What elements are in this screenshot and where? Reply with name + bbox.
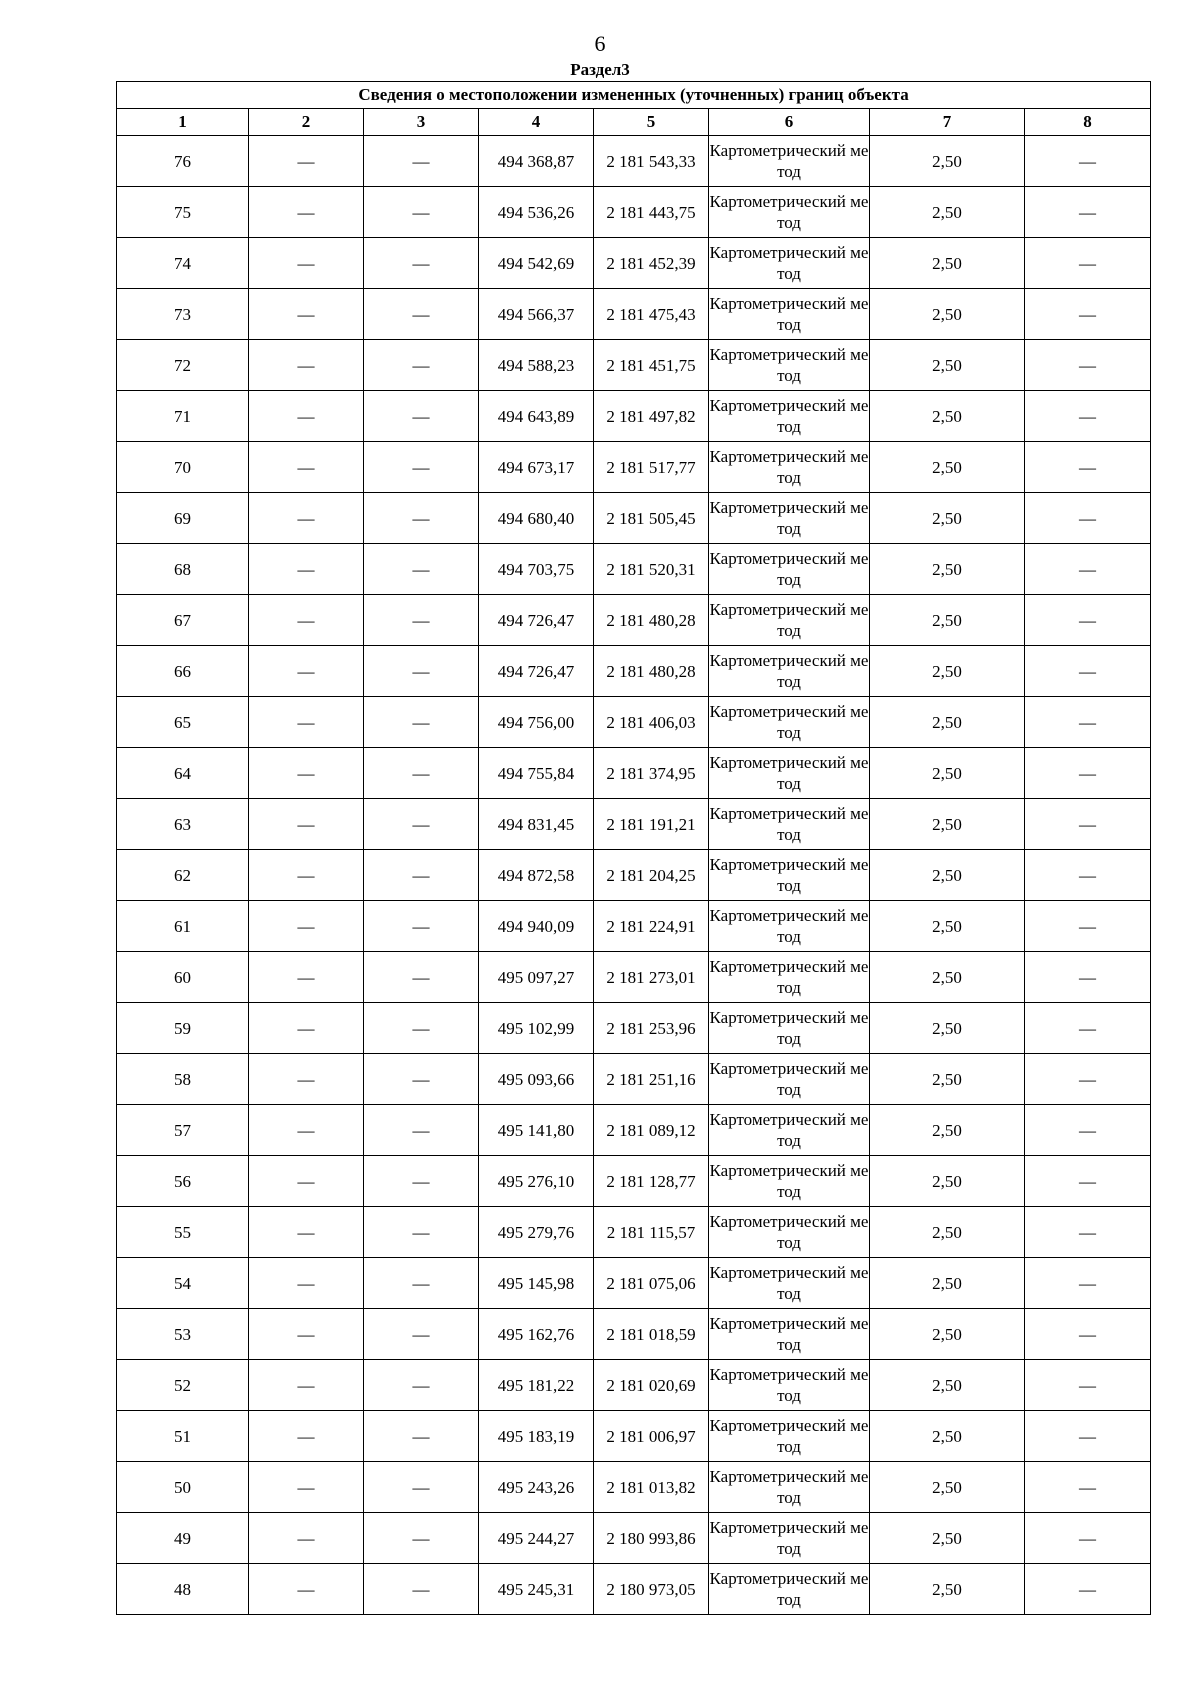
cell-point-number: 73 [117, 289, 249, 340]
cell-col2: — [249, 544, 364, 595]
cell-coord-y: 2 181 075,06 [594, 1258, 709, 1309]
cell-col3: — [364, 442, 479, 493]
cell-coord-x: 494 756,00 [479, 697, 594, 748]
table-row [117, 340, 1151, 391]
table-row [117, 1411, 1151, 1462]
cell-accuracy: 2,50 [870, 595, 1025, 646]
cell-col3: — [364, 391, 479, 442]
cell-coord-y: 2 181 452,39 [594, 238, 709, 289]
cell-point-number: 72 [117, 340, 249, 391]
table-row [117, 136, 1151, 187]
cell-accuracy: 2,50 [870, 238, 1025, 289]
cell-col3: — [364, 1513, 479, 1564]
cell-coord-x: 494 542,69 [479, 238, 594, 289]
cell-accuracy: 2,50 [870, 646, 1025, 697]
cell-coord-y: 2 181 520,31 [594, 544, 709, 595]
cell-col2: — [249, 850, 364, 901]
boundary-table [116, 81, 1151, 1615]
cell-col8: — [1025, 595, 1151, 646]
cell-coord-x: 495 244,27 [479, 1513, 594, 1564]
cell-col3: — [364, 136, 479, 187]
cell-col8: — [1025, 697, 1151, 748]
cell-point-number: 76 [117, 136, 249, 187]
cell-col8: — [1025, 391, 1151, 442]
cell-coord-x: 495 279,76 [479, 1207, 594, 1258]
cell-accuracy: 2,50 [870, 901, 1025, 952]
cell-col8: — [1025, 289, 1151, 340]
cell-method: Картометрический метод [709, 901, 870, 952]
cell-col8: — [1025, 1003, 1151, 1054]
cell-coord-y: 2 181 089,12 [594, 1105, 709, 1156]
cell-accuracy: 2,50 [870, 748, 1025, 799]
cell-accuracy: 2,50 [870, 1003, 1025, 1054]
table-row [117, 1054, 1151, 1105]
table-row [117, 952, 1151, 1003]
cell-col2: — [249, 1309, 364, 1360]
cell-col8: — [1025, 901, 1151, 952]
cell-col2: — [249, 1411, 364, 1462]
table-row [117, 1207, 1151, 1258]
cell-col8: — [1025, 493, 1151, 544]
cell-coord-y: 2 181 443,75 [594, 187, 709, 238]
cell-method: Картометрический метод [709, 391, 870, 442]
column-header-8: 8 [1025, 109, 1151, 136]
table-row [117, 1258, 1151, 1309]
cell-coord-y: 2 181 251,16 [594, 1054, 709, 1105]
cell-point-number: 70 [117, 442, 249, 493]
cell-col3: — [364, 1156, 479, 1207]
cell-col2: — [249, 697, 364, 748]
table-row [117, 850, 1151, 901]
cell-col8: — [1025, 1462, 1151, 1513]
cell-coord-x: 495 276,10 [479, 1156, 594, 1207]
cell-accuracy: 2,50 [870, 952, 1025, 1003]
cell-method: Картометрический метод [709, 544, 870, 595]
cell-accuracy: 2,50 [870, 442, 1025, 493]
table-row [117, 595, 1151, 646]
cell-col3: — [364, 1207, 479, 1258]
cell-method: Картометрический метод [709, 952, 870, 1003]
cell-col2: — [249, 1564, 364, 1615]
table-row [117, 1105, 1151, 1156]
cell-method: Картометрический метод [709, 289, 870, 340]
cell-accuracy: 2,50 [870, 697, 1025, 748]
table-row [117, 1309, 1151, 1360]
cell-method: Картометрический метод [709, 646, 870, 697]
cell-method: Картометрический метод [709, 1309, 870, 1360]
cell-accuracy: 2,50 [870, 1258, 1025, 1309]
cell-point-number: 64 [117, 748, 249, 799]
cell-coord-y: 2 180 993,86 [594, 1513, 709, 1564]
cell-col3: — [364, 544, 479, 595]
cell-coord-x: 495 093,66 [479, 1054, 594, 1105]
table-row [117, 1360, 1151, 1411]
table-row [117, 1564, 1151, 1615]
cell-method: Картометрический метод [709, 1258, 870, 1309]
cell-accuracy: 2,50 [870, 1309, 1025, 1360]
section-title: Раздел3 [570, 60, 630, 79]
cell-col8: — [1025, 748, 1151, 799]
cell-coord-y: 2 181 253,96 [594, 1003, 709, 1054]
cell-point-number: 75 [117, 187, 249, 238]
cell-accuracy: 2,50 [870, 1411, 1025, 1462]
column-header-7: 7 [870, 109, 1025, 136]
cell-coord-y: 2 181 497,82 [594, 391, 709, 442]
cell-coord-x: 495 102,99 [479, 1003, 594, 1054]
cell-col8: — [1025, 187, 1151, 238]
table-row [117, 1156, 1151, 1207]
cell-col8: — [1025, 1207, 1151, 1258]
cell-point-number: 54 [117, 1258, 249, 1309]
cell-col8: — [1025, 442, 1151, 493]
cell-coord-x: 495 162,76 [479, 1309, 594, 1360]
cell-accuracy: 2,50 [870, 544, 1025, 595]
cell-col2: — [249, 340, 364, 391]
cell-col8: — [1025, 952, 1151, 1003]
cell-coord-x: 495 243,26 [479, 1462, 594, 1513]
cell-coord-y: 2 181 128,77 [594, 1156, 709, 1207]
table-body [117, 136, 1151, 1615]
table-row [117, 646, 1151, 697]
cell-accuracy: 2,50 [870, 1054, 1025, 1105]
cell-point-number: 56 [117, 1156, 249, 1207]
cell-point-number: 48 [117, 1564, 249, 1615]
cell-coord-y: 2 181 204,25 [594, 850, 709, 901]
cell-coord-x: 494 643,89 [479, 391, 594, 442]
cell-coord-x: 494 726,47 [479, 595, 594, 646]
cell-col2: — [249, 1258, 364, 1309]
cell-col2: — [249, 1513, 364, 1564]
column-header-5: 5 [594, 109, 709, 136]
table-row [117, 187, 1151, 238]
cell-accuracy: 2,50 [870, 1207, 1025, 1258]
cell-col2: — [249, 901, 364, 952]
cell-col3: — [364, 289, 479, 340]
table-row [117, 289, 1151, 340]
cell-col2: — [249, 136, 364, 187]
cell-col8: — [1025, 136, 1151, 187]
cell-col2: — [249, 289, 364, 340]
cell-method: Картометрический метод [709, 748, 870, 799]
cell-col2: — [249, 799, 364, 850]
cell-col8: — [1025, 238, 1151, 289]
cell-method: Картометрический метод [709, 1564, 870, 1615]
cell-coord-x: 494 831,45 [479, 799, 594, 850]
cell-col3: — [364, 1105, 479, 1156]
cell-coord-y: 2 181 451,75 [594, 340, 709, 391]
cell-col8: — [1025, 1513, 1151, 1564]
cell-coord-y: 2 181 020,69 [594, 1360, 709, 1411]
cell-accuracy: 2,50 [870, 340, 1025, 391]
cell-method: Картометрический метод [709, 1054, 870, 1105]
cell-coord-y: 2 181 480,28 [594, 646, 709, 697]
cell-col2: — [249, 1105, 364, 1156]
cell-point-number: 65 [117, 697, 249, 748]
cell-method: Картометрический метод [709, 697, 870, 748]
cell-method: Картометрический метод [709, 340, 870, 391]
cell-col3: — [364, 850, 479, 901]
cell-coord-x: 494 368,87 [479, 136, 594, 187]
cell-accuracy: 2,50 [870, 493, 1025, 544]
cell-point-number: 63 [117, 799, 249, 850]
cell-method: Картометрический метод [709, 442, 870, 493]
cell-method: Картометрический метод [709, 238, 870, 289]
cell-coord-y: 2 181 115,57 [594, 1207, 709, 1258]
cell-col8: — [1025, 646, 1151, 697]
cell-col8: — [1025, 1054, 1151, 1105]
column-header-6: 6 [709, 109, 870, 136]
cell-coord-y: 2 181 480,28 [594, 595, 709, 646]
column-header-3: 3 [364, 109, 479, 136]
cell-method: Картометрический метод [709, 1462, 870, 1513]
cell-method: Картометрический метод [709, 799, 870, 850]
cell-point-number: 66 [117, 646, 249, 697]
cell-accuracy: 2,50 [870, 1462, 1025, 1513]
cell-col8: — [1025, 1564, 1151, 1615]
cell-method: Картометрический метод [709, 187, 870, 238]
cell-point-number: 57 [117, 1105, 249, 1156]
cell-col2: — [249, 493, 364, 544]
cell-coord-x: 494 872,58 [479, 850, 594, 901]
cell-col2: — [249, 646, 364, 697]
cell-col3: — [364, 1564, 479, 1615]
cell-method: Картометрический метод [709, 1513, 870, 1564]
cell-coord-x: 495 097,27 [479, 952, 594, 1003]
cell-method: Картометрический метод [709, 1003, 870, 1054]
cell-method: Картометрический метод [709, 595, 870, 646]
cell-col8: — [1025, 1360, 1151, 1411]
cell-coord-x: 494 588,23 [479, 340, 594, 391]
cell-col3: — [364, 1054, 479, 1105]
table-row [117, 1513, 1151, 1564]
cell-col8: — [1025, 544, 1151, 595]
cell-coord-x: 495 181,22 [479, 1360, 594, 1411]
table-caption: Сведения о местоположении измененных (уточненных) границ объекта [117, 82, 1151, 109]
column-header-2: 2 [249, 109, 364, 136]
cell-col3: — [364, 799, 479, 850]
cell-col8: — [1025, 1156, 1151, 1207]
cell-col3: — [364, 340, 479, 391]
table-row [117, 238, 1151, 289]
cell-method: Картометрический метод [709, 1156, 870, 1207]
cell-col2: — [249, 1003, 364, 1054]
cell-coord-x: 494 940,09 [479, 901, 594, 952]
cell-col2: — [249, 1207, 364, 1258]
cell-coord-y: 2 181 224,91 [594, 901, 709, 952]
cell-col8: — [1025, 340, 1151, 391]
cell-col2: — [249, 952, 364, 1003]
cell-col3: — [364, 238, 479, 289]
cell-coord-y: 2 181 374,95 [594, 748, 709, 799]
cell-coord-x: 494 703,75 [479, 544, 594, 595]
cell-col3: — [364, 595, 479, 646]
cell-col3: — [364, 1411, 479, 1462]
cell-point-number: 50 [117, 1462, 249, 1513]
cell-accuracy: 2,50 [870, 1105, 1025, 1156]
cell-col8: — [1025, 1411, 1151, 1462]
cell-method: Картометрический метод [709, 136, 870, 187]
cell-coord-x: 494 755,84 [479, 748, 594, 799]
table-row [117, 1003, 1151, 1054]
cell-coord-y: 2 180 973,05 [594, 1564, 709, 1615]
cell-col8: — [1025, 1309, 1151, 1360]
cell-method: Картометрический метод [709, 1411, 870, 1462]
cell-point-number: 60 [117, 952, 249, 1003]
page-number: 6 [594, 31, 606, 56]
cell-coord-y: 2 181 191,21 [594, 799, 709, 850]
table-row [117, 442, 1151, 493]
cell-col3: — [364, 646, 479, 697]
cell-point-number: 67 [117, 595, 249, 646]
cell-col3: — [364, 748, 479, 799]
cell-accuracy: 2,50 [870, 1513, 1025, 1564]
cell-accuracy: 2,50 [870, 187, 1025, 238]
cell-coord-x: 494 726,47 [479, 646, 594, 697]
cell-point-number: 58 [117, 1054, 249, 1105]
cell-coord-x: 495 141,80 [479, 1105, 594, 1156]
cell-point-number: 68 [117, 544, 249, 595]
cell-coord-x: 495 145,98 [479, 1258, 594, 1309]
cell-accuracy: 2,50 [870, 136, 1025, 187]
cell-col3: — [364, 1462, 479, 1513]
cell-col2: — [249, 595, 364, 646]
cell-col2: — [249, 391, 364, 442]
table-row [117, 901, 1151, 952]
cell-coord-y: 2 181 013,82 [594, 1462, 709, 1513]
cell-point-number: 61 [117, 901, 249, 952]
cell-point-number: 55 [117, 1207, 249, 1258]
table-row [117, 748, 1151, 799]
column-header-4: 4 [479, 109, 594, 136]
cell-method: Картометрический метод [709, 1207, 870, 1258]
cell-coord-y: 2 181 273,01 [594, 952, 709, 1003]
cell-accuracy: 2,50 [870, 391, 1025, 442]
cell-col3: — [364, 187, 479, 238]
cell-point-number: 69 [117, 493, 249, 544]
cell-col2: — [249, 1462, 364, 1513]
cell-coord-x: 495 245,31 [479, 1564, 594, 1615]
cell-coord-x: 495 183,19 [479, 1411, 594, 1462]
cell-accuracy: 2,50 [870, 1564, 1025, 1615]
cell-col2: — [249, 238, 364, 289]
cell-method: Картометрический метод [709, 1360, 870, 1411]
cell-coord-x: 494 536,26 [479, 187, 594, 238]
cell-coord-y: 2 181 406,03 [594, 697, 709, 748]
cell-col2: — [249, 748, 364, 799]
cell-col2: — [249, 1360, 364, 1411]
cell-col3: — [364, 1003, 479, 1054]
cell-point-number: 62 [117, 850, 249, 901]
cell-col8: — [1025, 1105, 1151, 1156]
cell-coord-x: 494 680,40 [479, 493, 594, 544]
cell-point-number: 74 [117, 238, 249, 289]
cell-point-number: 52 [117, 1360, 249, 1411]
cell-coord-x: 494 566,37 [479, 289, 594, 340]
cell-col3: — [364, 1258, 479, 1309]
cell-coord-x: 494 673,17 [479, 442, 594, 493]
cell-method: Картометрический метод [709, 850, 870, 901]
table-row [117, 391, 1151, 442]
cell-accuracy: 2,50 [870, 1360, 1025, 1411]
cell-col3: — [364, 901, 479, 952]
table-row [117, 544, 1151, 595]
cell-coord-y: 2 181 006,97 [594, 1411, 709, 1462]
cell-method: Картометрический метод [709, 1105, 870, 1156]
cell-point-number: 51 [117, 1411, 249, 1462]
cell-coord-y: 2 181 018,59 [594, 1309, 709, 1360]
cell-col8: — [1025, 1258, 1151, 1309]
table-row [117, 493, 1151, 544]
cell-coord-y: 2 181 517,77 [594, 442, 709, 493]
table-row [117, 1462, 1151, 1513]
cell-col3: — [364, 493, 479, 544]
cell-col2: — [249, 187, 364, 238]
cell-point-number: 59 [117, 1003, 249, 1054]
cell-coord-y: 2 181 475,43 [594, 289, 709, 340]
column-header-row [117, 109, 1151, 136]
cell-method: Картометрический метод [709, 493, 870, 544]
cell-accuracy: 2,50 [870, 1156, 1025, 1207]
cell-col3: — [364, 697, 479, 748]
cell-col8: — [1025, 850, 1151, 901]
cell-point-number: 49 [117, 1513, 249, 1564]
table-row [117, 799, 1151, 850]
cell-col3: — [364, 952, 479, 1003]
cell-col2: — [249, 1156, 364, 1207]
cell-coord-y: 2 181 543,33 [594, 136, 709, 187]
column-header-1: 1 [117, 109, 249, 136]
table-row [117, 697, 1151, 748]
cell-col2: — [249, 442, 364, 493]
cell-col3: — [364, 1360, 479, 1411]
cell-coord-y: 2 181 505,45 [594, 493, 709, 544]
cell-accuracy: 2,50 [870, 289, 1025, 340]
cell-col8: — [1025, 799, 1151, 850]
cell-point-number: 71 [117, 391, 249, 442]
cell-col3: — [364, 1309, 479, 1360]
cell-point-number: 53 [117, 1309, 249, 1360]
cell-col2: — [249, 1054, 364, 1105]
cell-accuracy: 2,50 [870, 799, 1025, 850]
cell-accuracy: 2,50 [870, 850, 1025, 901]
